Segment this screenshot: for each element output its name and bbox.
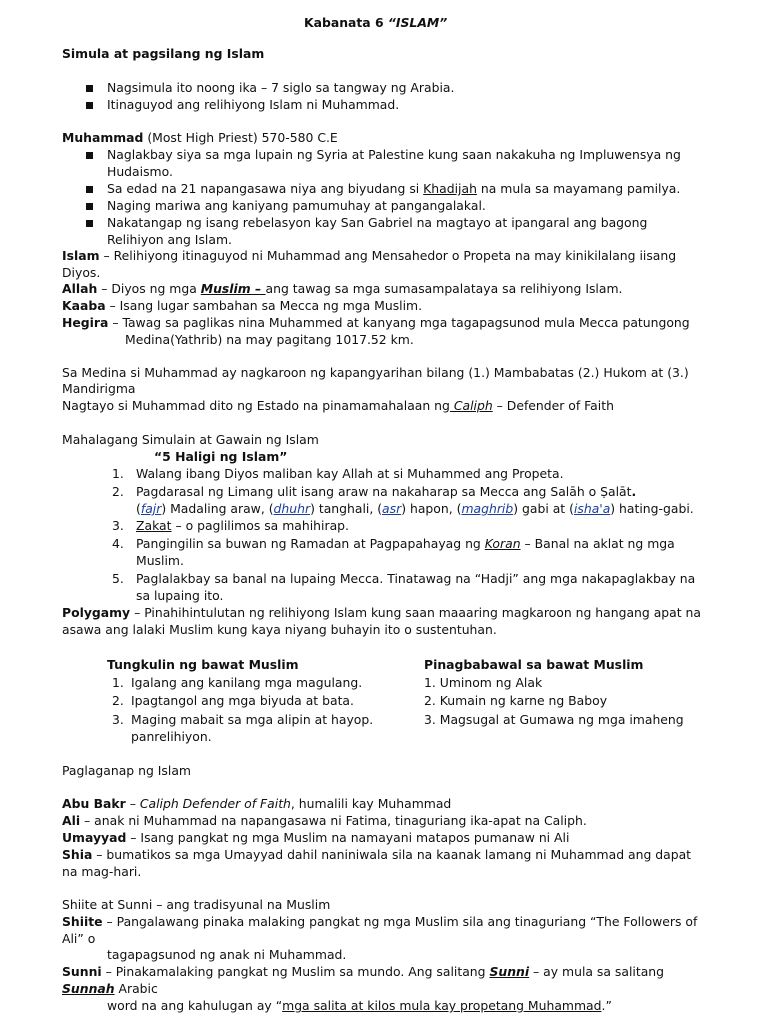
shiite-line-3: tagapagsunod ng anak ni Muhammad.: [107, 947, 347, 962]
duty-3-line-2: panrelihiyon.: [131, 729, 212, 744]
word-meaning-line: word na ang kahulugan ay “mga salita at kilos mula kay propetang Muhammad.”: [107, 998, 612, 1013]
pillar-1: Walang ibang Diyos maliban kay Allah at si Muhammed ang Propeta.: [136, 466, 564, 481]
bullet-square-icon: [86, 152, 93, 159]
def-allah: Allah – Diyos ng mga Muslim – ang tawag sa mga sumasampalataya sa relihiyong Islam.: [62, 281, 623, 296]
pillars-subheading: “5 Haligi ng Islam”: [154, 449, 288, 464]
pillar-4-line-2: Muslim.: [136, 553, 184, 568]
def-islam-line-1: Islam – Relihiyong itinaguyod ni Muhammad ang Mensahedor o Propeta na may kinikilalang iisang: [62, 248, 677, 263]
bullet-square-icon: [86, 186, 93, 193]
title-prefix: Kabanata 6: [304, 15, 388, 30]
medina-line-2: Mandirigma: [62, 381, 136, 396]
def-islam-line-2: Diyos.: [62, 265, 101, 280]
umayyad-line: Umayyad – Isang pangkat ng mga Muslim na namayani matapos pumanaw ni Ali: [62, 830, 570, 845]
maghrib-link[interactable]: maghrib: [461, 501, 514, 516]
polygamy-line-2: asawa ang lalaki Muslim kung kaya niyang buhayin ito o sustentuhan.: [62, 622, 497, 637]
section-heading-origin: Simula at pagsilang ng Islam: [62, 46, 265, 61]
pillar-2-line-1: Pagdarasal ng Limang ulit isang araw na nakaharap sa Mecca ang Salāh o Ṣalāt.: [136, 484, 637, 499]
def-hegira-line-2: Medina(Yathrib) na may pagitang 1017.52 km.: [125, 332, 414, 347]
muhammad-bullet-1-line-2: Hudaismo.: [107, 164, 173, 179]
muhammad-heading: Muhammad (Most High Priest) 570-580 C.E: [62, 130, 338, 145]
sunni-line-1: Sunni – Pinakamalaking pangkat ng Muslim sa mundo. Ang salitang Sunni – ay mula sa salitang: [62, 964, 665, 979]
pillar-4-line-1: Pangingilin sa buwan ng Ramadan at Pagpapahayag ng Koran – Banal na aklat ng mga: [136, 536, 675, 551]
medina-line-3: Nagtayo si Muhammad dito ng Estado na pinamamahalaan ng Caliph – Defender of Faith: [62, 398, 614, 413]
spread-heading: Paglaganap ng Islam: [62, 763, 191, 778]
title-quoted: “ISLAM”: [387, 15, 448, 30]
pillar-number-4: 4.: [112, 536, 124, 551]
sunnah-line: Sunnah Arabic: [62, 981, 158, 996]
asr-link[interactable]: asr: [382, 501, 402, 516]
muhammad-bullet-4-line-2: Relihiyon ang Islam.: [107, 232, 232, 247]
duties-heading: Tungkulin ng bawat Muslim: [107, 657, 299, 672]
medina-line-1: Sa Medina si Muhammad ay nagkaroon ng kapangyarihan bilang (1.) Mambabatas (2.) Hukom at (3.): [62, 365, 689, 380]
duty-1: Igalang ang kanilang mga magulang.: [131, 675, 363, 690]
def-hegira-line-1: Hegira – Tawag sa paglikas nina Muhammed at kanyang mga tagapagsunod mula Mecca patungong: [62, 315, 690, 330]
dhuhr-link[interactable]: dhuhr: [273, 501, 311, 516]
shiite-line-2: Ali” o: [62, 931, 96, 946]
isha-link[interactable]: isha'a: [573, 501, 611, 516]
pillar-number-5: 5.: [112, 571, 124, 586]
pillar-number-3: 3.: [112, 518, 124, 533]
pillar-3: Zakat – o paglilimos sa mahihirap.: [136, 518, 349, 533]
forbidden-2: 2. Kumain ng karne ng Baboy: [424, 693, 608, 708]
shia-line-2: na mag-hari.: [62, 864, 142, 879]
ali-line: Ali – anak ni Muhammad na napangasawa ni Fatima, tinaguriang ika-apat na Caliph.: [62, 813, 587, 828]
duty-2: Ipagtangol ang mga biyuda at bata.: [131, 693, 354, 708]
page-title: [304, 14, 447, 31]
duty-number-3: 3.: [112, 712, 124, 727]
pillar-number-2: 2.: [112, 484, 124, 499]
forbidden-3: 3. Magsugal at Gumawa ng mga imaheng: [424, 712, 684, 727]
pillars-heading: Mahalagang Simulain at Gawain ng Islam: [62, 432, 319, 447]
duty-number-2: 2.: [112, 693, 124, 708]
bullet-square-icon: [86, 220, 93, 227]
bullet-square-icon: [86, 85, 93, 92]
polygamy-line-1: Polygamy – Pinahihintulutan ng relihiyong Islam kung saan maaaring magkaroon ng hangang apat na: [62, 605, 701, 620]
muhammad-bullet-3: Naging mariwa ang kaniyang pamumuhay at pangangalakal.: [107, 198, 486, 213]
shiite-line-1: Shiite – Pangalawang pinaka malaking pangkat ng mga Muslim sila ang tinaguriang “The Followers of: [62, 914, 698, 929]
fajr-link[interactable]: fajr: [140, 501, 162, 516]
def-kaaba: Kaaba – Isang lugar sambahan sa Mecca ng mga Muslim.: [62, 298, 423, 313]
forbidden-1: 1. Uminom ng Alak: [424, 675, 543, 690]
duty-3-line-1: Maging mabait sa mga alipin at hayop.: [131, 712, 374, 727]
bullet-square-icon: [86, 102, 93, 109]
muhammad-bullet-1-line-1: Naglakbay siya sa mga lupain ng Syria at Palestine kung saan nakakuha ng Impluwensya ng: [107, 147, 681, 162]
pillar-2-line-2: (fajr) Madaling araw, (dhuhr) tanghali, (asr) hapon, (maghrib) gabi at (isha'a) hating-gabi.: [136, 501, 694, 516]
duty-number-1: 1.: [112, 675, 124, 690]
pillar-number-1: 1.: [112, 466, 124, 481]
shia-line-1: Shia – bumatikos sa mga Umayyad dahil naniniwala sila na kaanak lamang ni Muhammad ang dapat: [62, 847, 692, 862]
abu-bakr-line: Abu Bakr – Caliph Defender of Faith, humalili kay Muhammad: [62, 796, 452, 811]
origin-bullet-1: Nagsimula ito noong ika – 7 siglo sa tangway ng Arabia.: [107, 80, 455, 95]
pillar-5-line-1: Paglalakbay sa banal na lupaing Mecca. Tinatawag na “Hadji” ang mga nakapaglakbay na: [136, 571, 696, 586]
bullet-square-icon: [86, 203, 93, 210]
muhammad-bullet-4-line-1: Nakatangap ng isang rebelasyon kay San Gabriel na magtayo at ipangaral ang bagong: [107, 215, 648, 230]
forbidden-heading: Pinagbabawal sa bawat Muslim: [424, 657, 644, 672]
sects-heading: Shiite at Sunni – ang tradisyunal na Muslim: [62, 897, 331, 912]
origin-bullet-2: Itinaguyod ang relihiyong Islam ni Muhammad.: [107, 97, 400, 112]
muhammad-bullet-2: Sa edad na 21 napangasawa niya ang biyudang si Khadijah na mula sa mayamang pamilya.: [107, 181, 681, 196]
pillar-5-line-2: sa lupaing ito.: [136, 588, 224, 603]
